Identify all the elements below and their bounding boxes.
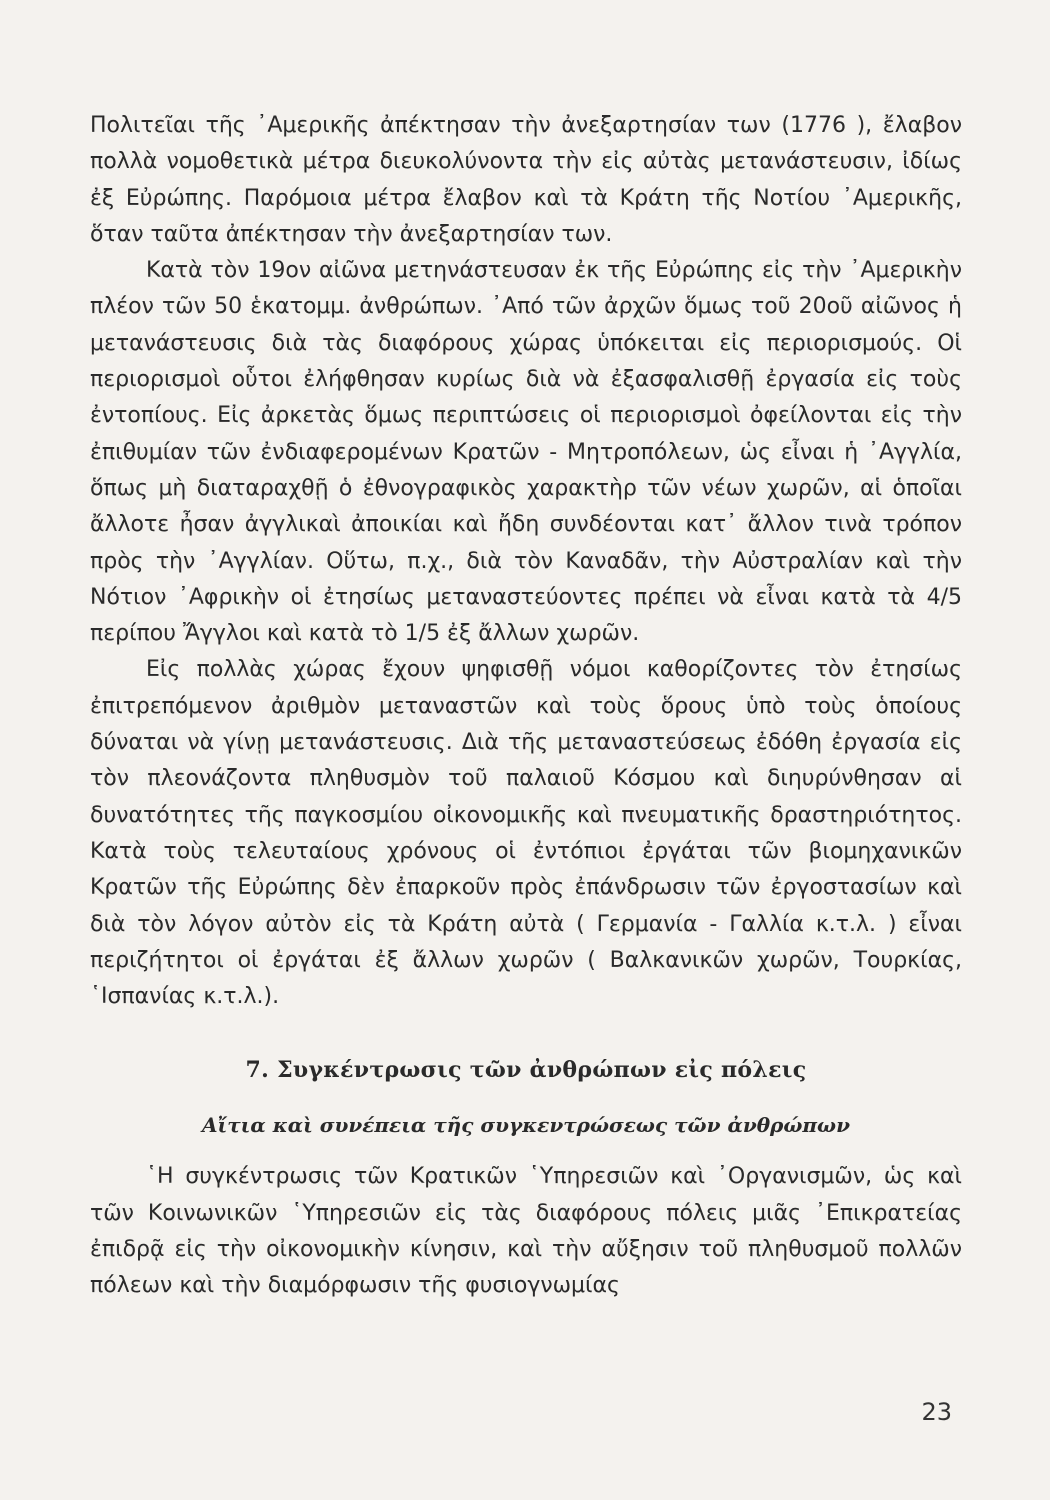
chapter-heading: 7. Συγκέντρωσις τῶν ἀνθρώπων εἰς πόλεις (245, 1057, 807, 1084)
paragraph-1: Πολιτεῖαι τῆς ᾿Αμερικῆς ἀπέκτησαν τὴν ἀνεξαρτησίαν των (1776 ), ἔλαβον πολλὰ νομοθετικὰ μέτρα διευκολύνοντα τὴν εἰς αὐτὰς μετανάστευσιν, ἰδίως ἐξ Εὐρώπης. Παρόμοια μέτρα ἔλαβον καὶ τὰ Κράτη τῆς Νοτίου ᾿Αμερικῆς, ὅταν ταῦτα ἀπέκτησαν τὴν ἀνεξαρτησίαν των. (90, 113, 962, 247)
section-subheading: Αἴτια καὶ συνέπεια τῆς συγκεντρώσεως τῶν ἀνθρώπων (202, 1113, 850, 1138)
paragraph-2: Κατὰ τὸν 19ον αἰῶνα μετηνάστευσαν ἐκ τῆς Εὐρώπης εἰς τὴν ᾿Αμερικὴν πλέον τῶν 50 ἑκατομμ. ἀνθρώπων. ᾿Από τῶν ἀρχῶν ὅμως τοῦ 20οῦ αἰῶνος ἡ μετανάστευσις διὰ τὰς διαφόρους χώρας ὑπόκειται εἰς περιορισμούς. Οἱ περιορισμοὶ οὗτοι ἐλήφθησαν κυρίως διὰ νὰ ἐξασφαλισθῇ ἐργασία εἰς τοὺς ἐντοπίους. Εἰς ἀρκετὰς ὅμως περιπτώσεις οἱ περιορισμοὶ ὀφείλονται εἰς τὴν ἐπιθυμίαν τῶν ἐνδιαφερομένων Κρατῶν - Μητροπόλεων, ὡς εἶναι ἡ ᾿Αγγλία, ὅπως μὴ διαταραχθῇ ὁ ἐθνογραφικὸς χαρακτὴρ τῶν νέων χωρῶν, αἱ ὁποῖαι ἄλλοτε ἦσαν ἀγγλικαὶ ἀποικίαι καὶ ἤδη συνδέονται κατ᾿ ἄλλον τινὰ τρόπον πρὸς τὴν ᾿Αγγλίαν. Οὕτω, π.χ., διὰ τὸν Καναδᾶν, τὴν Αὐστραλίαν καὶ τὴν Νότιον ᾿Αφρικὴν οἱ ἐτησίως μεταναστεύοντες πρέπει νὰ εἶναι κατὰ τὰ 4/5 περίπου Ἄγγλοι καὶ κατὰ τὸ 1/5 ἐξ ἄλλων χωρῶν. (90, 258, 962, 647)
page-number: 23 (921, 1398, 952, 1426)
paragraph-4: ῾Η συγκέντρωσις τῶν Κρατικῶν ῾Υπηρεσιῶν καὶ ᾿Οργανισμῶν, ὡς καὶ τῶν Κοινωνικῶν ῾Υπηρεσιῶν εἰς τὰς διαφόρους πόλεις μιᾶς ᾿Επικρατείας ἐπιδρᾷ εἰς τὴν οἰκονομικὴν κίνησιν, καὶ τὴν αὔξησιν τοῦ πληθυσμοῦ πολλῶν πόλεων καὶ τὴν διαμόρφωσιν τῆς φυσιογνωμίας (90, 1164, 962, 1299)
paragraph-3: Εἰς πολλὰς χώρας ἔχουν ψηφισθῇ νόμοι καθορίζοντες τὸν ἐτησίως ἐπιτρεπόμενον ἀριθμὸν μεταναστῶν καὶ τοὺς ὅρους ὑπὸ τοὺς ὁποίους δύναται νὰ γίνῃ μετανάστευσις. Διὰ τῆς μεταναστεύσεως ἐδόθη ἐργασία εἰς τὸν πλεονάζοντα πληθυσμὸν τοῦ παλαιοῦ Κόσμου καὶ διηυρύνθησαν αἱ δυνατότητες τῆς παγκοσμίου οἰκονομικῆς καὶ πνευματικῆς δραστηριότητος. Κατὰ τοὺς τελευταίους χρόνους οἱ ἐντόπιοι ἐργάται τῶν βιομηχανικῶν Κρατῶν τῆς Εὐρώπης δὲν ἐπαρκοῦν πρὸς ἐπάνδρωσιν τῶν ἐργοστασίων καὶ διὰ τὸν λόγον αὐτὸν εἰς τὰ Κράτη αὐτὰ ( Γερμανία - Γαλλία κ.τ.λ. ) εἶναι περιζήτητοι οἱ ἐργάται ἐξ ἄλλων χωρῶν ( Βαλκανικῶν χωρῶν, Τουρκίας, ῾Ισπανίας κ.τ.λ.). (90, 657, 962, 1010)
page-body (90, 108, 962, 1305)
